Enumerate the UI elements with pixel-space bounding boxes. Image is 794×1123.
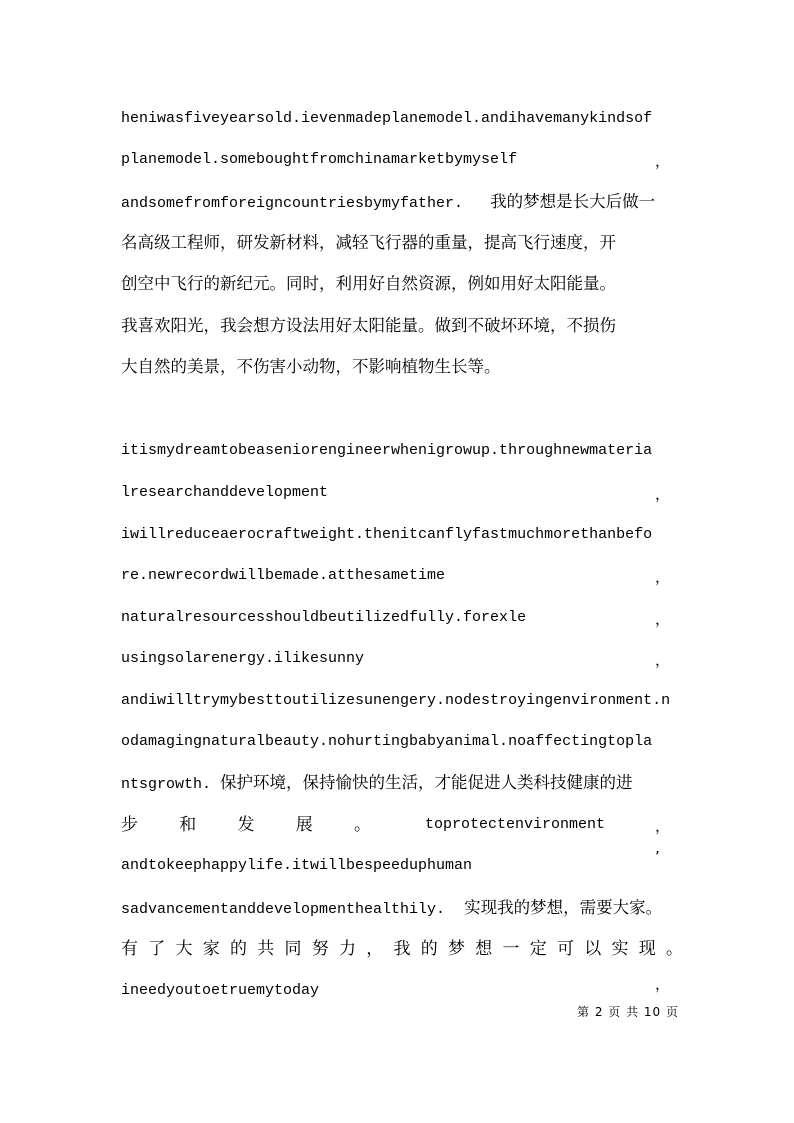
text-char: 的 [420, 939, 438, 959]
text-segment: andsomefromforeigncountriesbymyfather. [121, 195, 464, 212]
page-number: 第 2 页 共 10 页 [577, 1005, 679, 1019]
text-segment: 实现我的梦想，需要大家。 [464, 898, 663, 917]
text-line [121, 773, 683, 795]
text-segment: 保护环境，保持愉快的生活，才能促进人类科技健康的进 [220, 773, 633, 792]
text-char: 大 [175, 939, 193, 959]
text-line: 名高级工程师，研发新材料，减轻飞行器的重量，提高飞行速度，开 [121, 233, 616, 252]
text-line: ineedyoutoetruemytoday [121, 982, 320, 999]
text-line: 创空中飞行的新纪元。同时，利用好自然资源，例如用好太阳能量。 [121, 274, 616, 293]
punctuation: ， [655, 485, 671, 503]
punctuation: ， [655, 152, 671, 170]
text-char: 共 [257, 939, 275, 959]
text-segment: ntsgrowth. [121, 776, 212, 793]
text-line [121, 898, 683, 920]
text-char: 想 [475, 939, 493, 959]
text-line [121, 939, 683, 959]
text-line: iwillreduceaerocraftweight.thenitcanflyfastmuchmorethanbefo [121, 526, 653, 543]
text-line: lresearchanddevelopment [121, 484, 329, 501]
text-line [121, 150, 683, 170]
text-segment: 我的梦想是长大后做一 [490, 192, 656, 211]
text-char: 有 [121, 939, 138, 959]
punctuation: ， [655, 568, 671, 586]
text-char: 力 [339, 939, 356, 959]
text-char: 步 [121, 815, 138, 835]
text-line: odamagingnaturalbeauty.nohurtingbabyanimal.noaffectingtopla [121, 733, 653, 750]
text-segment: planemodel.someboughtfromchinamarketbymyself [121, 151, 518, 168]
text-char: 以 [584, 939, 602, 959]
text-line: 我喜欢阳光，我会想方设法用好太阳能量。做到不破坏环境，不损伤 [121, 316, 616, 335]
text-char: 的 [230, 939, 247, 959]
text-char: 和 [179, 815, 197, 835]
punctuation: ’ [655, 848, 660, 866]
text-line: 大自然的美景，不伤害小动物，不影响植物生长等。 [121, 357, 501, 376]
text-char: 可 [557, 939, 574, 959]
text-char: 家 [202, 939, 220, 959]
text-segment: toprotectenvironment [425, 816, 606, 833]
text-char: 实 [611, 939, 629, 959]
text-line: re.newrecordwillbemade.atthesametime [121, 567, 446, 584]
text-char: 我 [393, 939, 411, 959]
text-line [121, 192, 683, 214]
text-line: andiwilltrymybesttoutilizesunengery.nodestroyingenvironment.n [121, 692, 671, 709]
text-char: ， [366, 939, 384, 959]
text-line: usingsolarenergy.ilikesunny [121, 650, 365, 667]
text-char: 现 [638, 939, 656, 959]
text-line: heniwasfiveyearsold.ievenmadeplanemodel.andihavemanykindsof [121, 110, 653, 127]
punctuation: ， [655, 817, 671, 835]
text-segment: sadvancementanddevelopmenthealthily. [121, 901, 446, 918]
punctuation: ， [655, 610, 671, 628]
text-char: 一 [502, 939, 520, 959]
punctuation: ， [655, 975, 671, 993]
text-char: 。 [666, 939, 683, 959]
text-line: naturalresourcesshouldbeutilizedfully.forexle [121, 609, 527, 626]
text-char: 梦 [448, 939, 465, 959]
punctuation: ， [655, 651, 671, 669]
text-line: andtokeephappylife.itwillbespeeduphuman [121, 857, 473, 874]
text-char: 发 [237, 815, 255, 835]
text-char: 努 [311, 939, 329, 959]
text-char: 展 [295, 815, 313, 835]
text-char: 了 [148, 939, 166, 959]
text-char: 定 [529, 939, 547, 959]
text-line: itismydreamtobeaseniorengineerwhenigrowup.throughnewmateria [121, 442, 653, 459]
text-char: 同 [284, 939, 302, 959]
text-char: 。 [354, 815, 371, 835]
